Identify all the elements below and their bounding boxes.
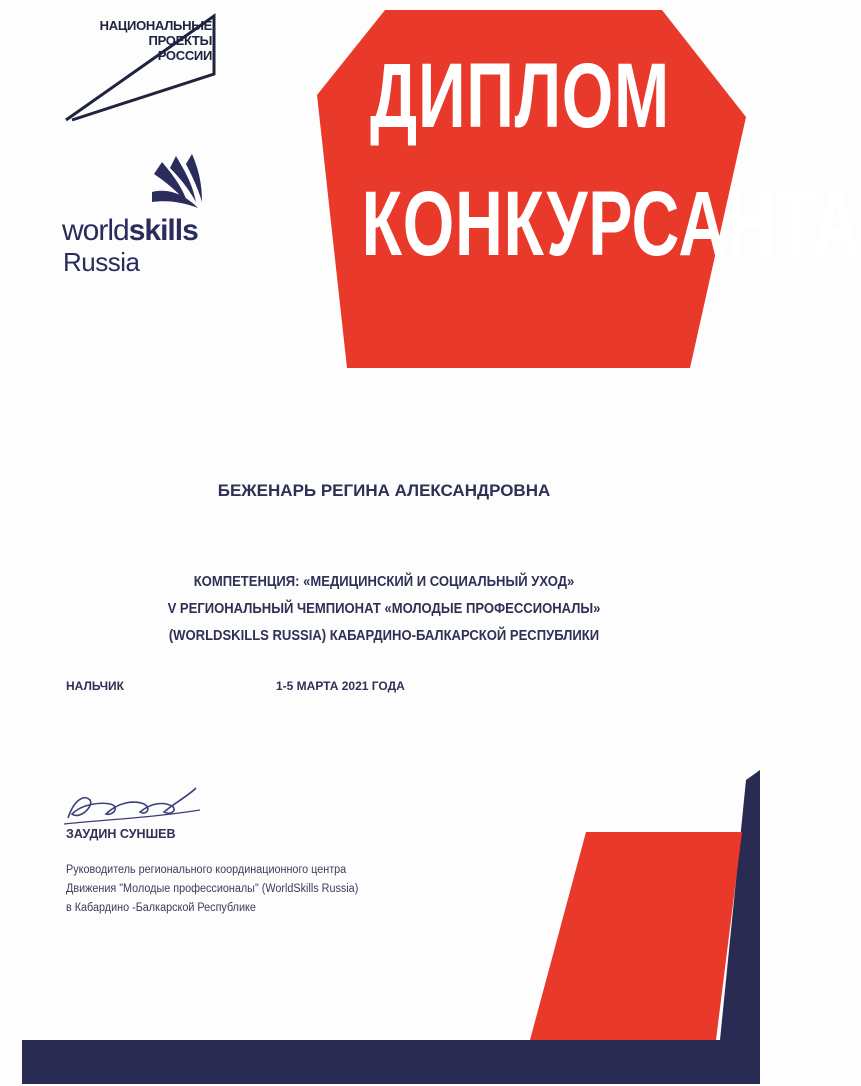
competition-line-1: КОМПЕТЕНЦИЯ: «МЕДИЦИНСКИЙ И СОЦИАЛЬНЫЙ УХОД» bbox=[193, 574, 575, 590]
bottom-red-shape bbox=[530, 832, 742, 1040]
national-projects-text-2: ПРОЕКТЫ bbox=[148, 33, 212, 48]
competition-line-3: (WORLDSKILLS RUSSIA) КАБАРДИНО-БАЛКАРСКОЙ РЕСПУБЛИКИ bbox=[168, 628, 600, 644]
national-projects-text-3: РОССИИ bbox=[157, 48, 212, 63]
right-navy-strip bbox=[720, 770, 760, 1040]
signatory-role-line-1: Руководитель регионального координационного центра bbox=[66, 864, 347, 876]
diploma-title-line2: КОНКУРСАНТА bbox=[361, 173, 861, 275]
signatory-role-line-3: в Кабардино -Балкарской Республике bbox=[66, 902, 256, 914]
worldskills-wordmark: worldskills bbox=[62, 214, 198, 247]
national-projects-text-1: НАЦИОНАЛЬНЫЕ bbox=[99, 18, 212, 33]
bottom-navy-band bbox=[22, 1040, 760, 1084]
participant-name: БЕЖЕНАРЬ РЕГИНА АЛЕКСАНДРОВНА bbox=[217, 481, 551, 500]
diploma-title-line1: ДИПЛОМ bbox=[370, 45, 670, 147]
worldskills-emblem-icon bbox=[148, 152, 228, 212]
competition-line-2: V РЕГИОНАЛЬНЫЙ ЧЕМПИОНАТ «МОЛОДЫЕ ПРОФЕССИОНАЛЫ» bbox=[167, 601, 601, 617]
worldskills-logo bbox=[62, 152, 222, 277]
event-dates: 1-5 МАРТА 2021 ГОДА bbox=[276, 679, 405, 693]
national-projects-logo bbox=[62, 12, 222, 124]
signatory-role-line-2: Движения "Молодые профессионалы" (WorldSkills Russia) bbox=[66, 883, 359, 895]
signatory-name: ЗАУДИН СУНШЕВ bbox=[66, 827, 176, 841]
event-city: НАЛЬЧИК bbox=[66, 679, 125, 693]
worldskills-russia-text: Russia bbox=[63, 247, 140, 277]
